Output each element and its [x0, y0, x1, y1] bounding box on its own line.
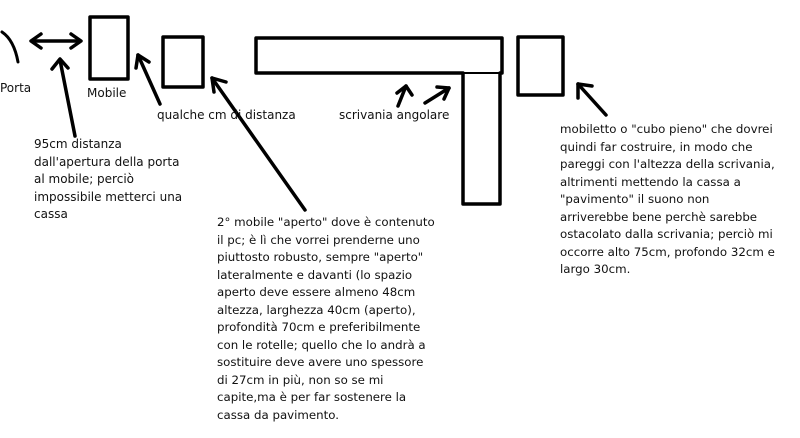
pointer-pc-note	[212, 78, 305, 210]
pointer-cube-note	[578, 84, 606, 115]
pointer-door-note	[60, 60, 75, 136]
note-pc-mobile: 2° mobile "aperto" dove è contenuto il pc; è lì che vorrei prenderne uno piuttosto robusto, sempre "aperto" lateralmente e davanti (lo spazio aperto deve essere almeno 48cm altezza, larghezza 40cm (aperto), profondità 70cm e preferibilmente con le rotelle; quello che lo andrà a sostituire deve avere uno spessore di 27cm in più, non so se mi capite,ma è per far sostenere la cassa da pavimento.	[217, 215, 435, 422]
label-mobile: Mobile	[87, 86, 127, 100]
label-qualche-cm: qualche cm di distanza	[157, 108, 296, 122]
label-scrivania-angolare: scrivania angolare	[339, 108, 450, 122]
note-mobiletto: mobiletto o "cubo pieno" che dovrei quindi far costruire, in modo che pareggi con l'altezza della scrivania, altrimenti mettendo la cassa a "pavimento" il suono non arriverebbe bene perchè sarebbe ostacolato dalla scrivania; perciò mi occorre alto 75cm, profondo 32cm e largo 30cm.	[560, 122, 775, 276]
pc-mobile-box	[163, 37, 203, 87]
cube-box	[518, 37, 563, 95]
note-porta-distance: 95cm distanza dall'apertura della porta al mobile; perciò impossibile metterci una cassa	[34, 137, 183, 221]
label-porta: Porta	[0, 81, 32, 95]
mobile-box	[90, 17, 128, 79]
door-swing-arc	[2, 32, 18, 62]
